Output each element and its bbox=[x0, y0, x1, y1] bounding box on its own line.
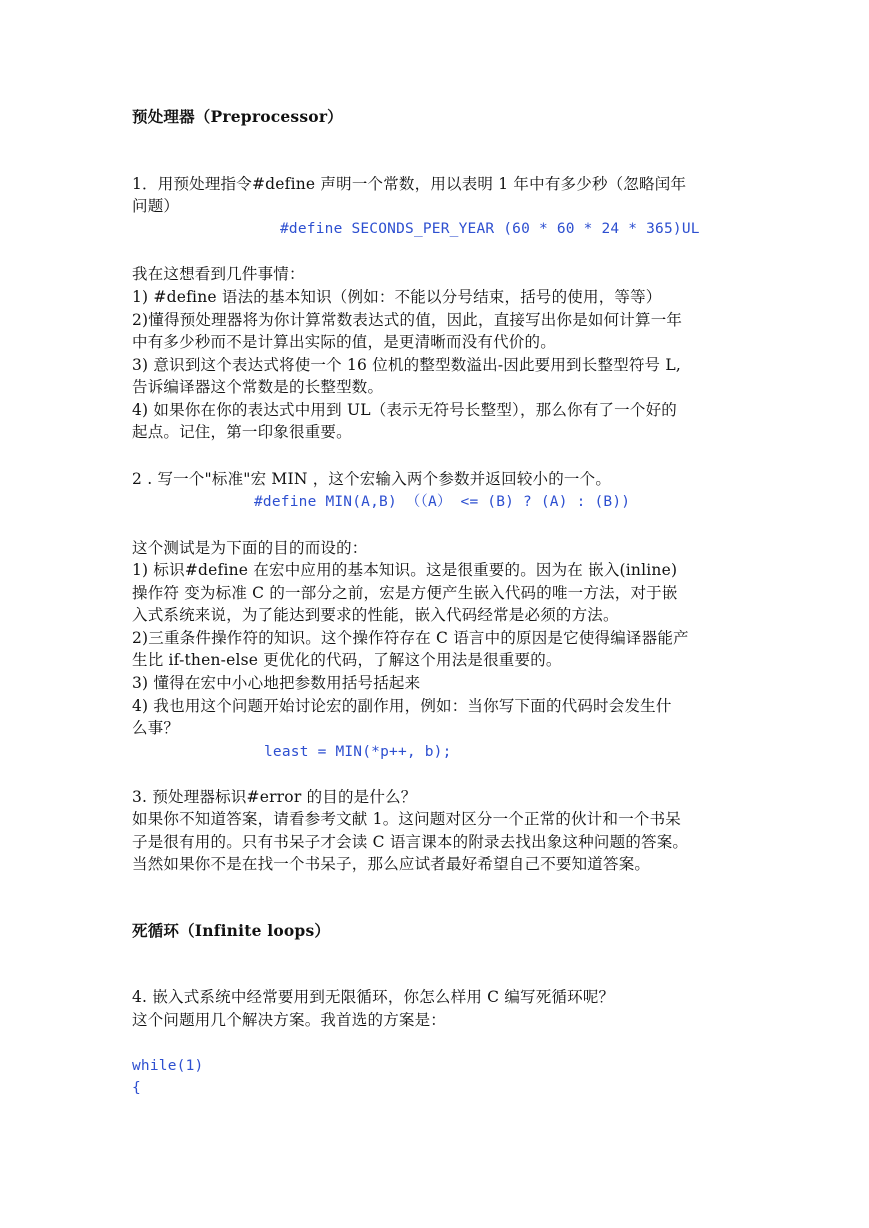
q1-question-line: 问题） bbox=[132, 197, 180, 215]
section-heading-preprocessor: 预处理器（Preprocessor） bbox=[132, 107, 343, 126]
q3-answer-line: 子是很有用的。只有书呆子才会读 C 语言课本的附录去找出象这种问题的答案。 bbox=[132, 833, 689, 851]
q4-code-line: { bbox=[132, 1080, 141, 1096]
q2-code-example: least = MIN(*p++, b); bbox=[264, 744, 452, 760]
q2-answer-line: 3) 懂得在宏中小心地把参数用括号括起来 bbox=[132, 674, 421, 692]
q3-question: 3. 预处理器标识#error 的目的是什么？ bbox=[132, 788, 417, 806]
q1-answer-line: 中有多少秒而不是计算出实际的值，是更清晰而没有代价的。 bbox=[132, 333, 556, 351]
q1-question-line: 1．用预处理指令#define 声明一个常数，用以表明 1 年中有多少秒（忽略闰年 bbox=[132, 175, 687, 193]
q2-answer-line: 1) 标识#define 在宏中应用的基本知识。这是很重要的。因为在 嵌入(inline) bbox=[132, 561, 678, 579]
q2-answer-line: 么事？ bbox=[132, 719, 180, 737]
q2-answer-line: 操作符 变为标准 C 的一部分之前，宏是方便产生嵌入代码的唯一方法，对于嵌 bbox=[132, 584, 678, 602]
section-heading-infinite-loops: 死循环（Infinite loops） bbox=[132, 921, 331, 940]
q1-answer-line: 4) 如果你在你的表达式中用到 UL（表示无符号长整型），那么你有了一个好的 bbox=[132, 401, 677, 419]
q2-answer-line: 入式系统来说，为了能达到要求的性能，嵌入代码经常是必须的方法。 bbox=[132, 606, 619, 624]
q1-answer-line: 1) #define 语法的基本知识（例如：不能以分号结束，括号的使用，等等） bbox=[132, 288, 662, 306]
q1-answer-line: 3) 意识到这个表达式将使一个 16 位机的整型数溢出-因此要用到长整型符号 L, bbox=[132, 356, 681, 374]
q2-answer-line: 4) 我也用这个问题开始讨论宏的副作用，例如：当你写下面的代码时会发生什 bbox=[132, 697, 672, 715]
q4-code-line: while(1) bbox=[132, 1058, 204, 1074]
q3-answer-line: 如果你不知道答案，请看参考文献 1。这问题对区分一个正常的伙计和一个书呆 bbox=[132, 810, 681, 828]
q1-answer-line: 2)懂得预处理器将为你计算常数表达式的值，因此，直接写出你是如何计算一年 bbox=[132, 311, 683, 329]
q2-code: #define MIN(A,B) （（A） <= (B) ? (A) : (B)) bbox=[254, 494, 631, 510]
q1-answer-line: 起点。记住，第一印象很重要。 bbox=[132, 423, 352, 441]
q4-answer-line: 这个问题用几个解决方案。我首选的方案是： bbox=[132, 1011, 447, 1029]
q1-code: #define SECONDS_PER_YEAR (60 * 60 * 24 * 365)UL bbox=[280, 221, 700, 237]
q2-answer-line: 生比 if-then-else 更优化的代码，了解这个用法是很重要的。 bbox=[132, 651, 562, 669]
q2-answer-line: 这个测试是为下面的目的而设的： bbox=[132, 539, 368, 557]
q3-answer-line: 当然如果你不是在找一个书呆子，那么应试者最好希望自己不要知道答案。 bbox=[132, 855, 651, 873]
q2-question: 2 . 写一个"标准"宏 MIN ，这个宏输入两个参数并返回较小的一个。 bbox=[132, 470, 612, 488]
q2-answer-line: 2)三重条件操作符的知识。这个操作符存在 C 语言中的原因是它使得编译器能产 bbox=[132, 629, 689, 647]
q1-answer-line: 告诉编译器这个常数是的长整型数。 bbox=[132, 378, 384, 396]
q1-answer-line: 我在这想看到几件事情： bbox=[132, 265, 305, 283]
q4-question: 4. 嵌入式系统中经常要用到无限循环，你怎么样用 C 编写死循环呢？ bbox=[132, 988, 615, 1006]
